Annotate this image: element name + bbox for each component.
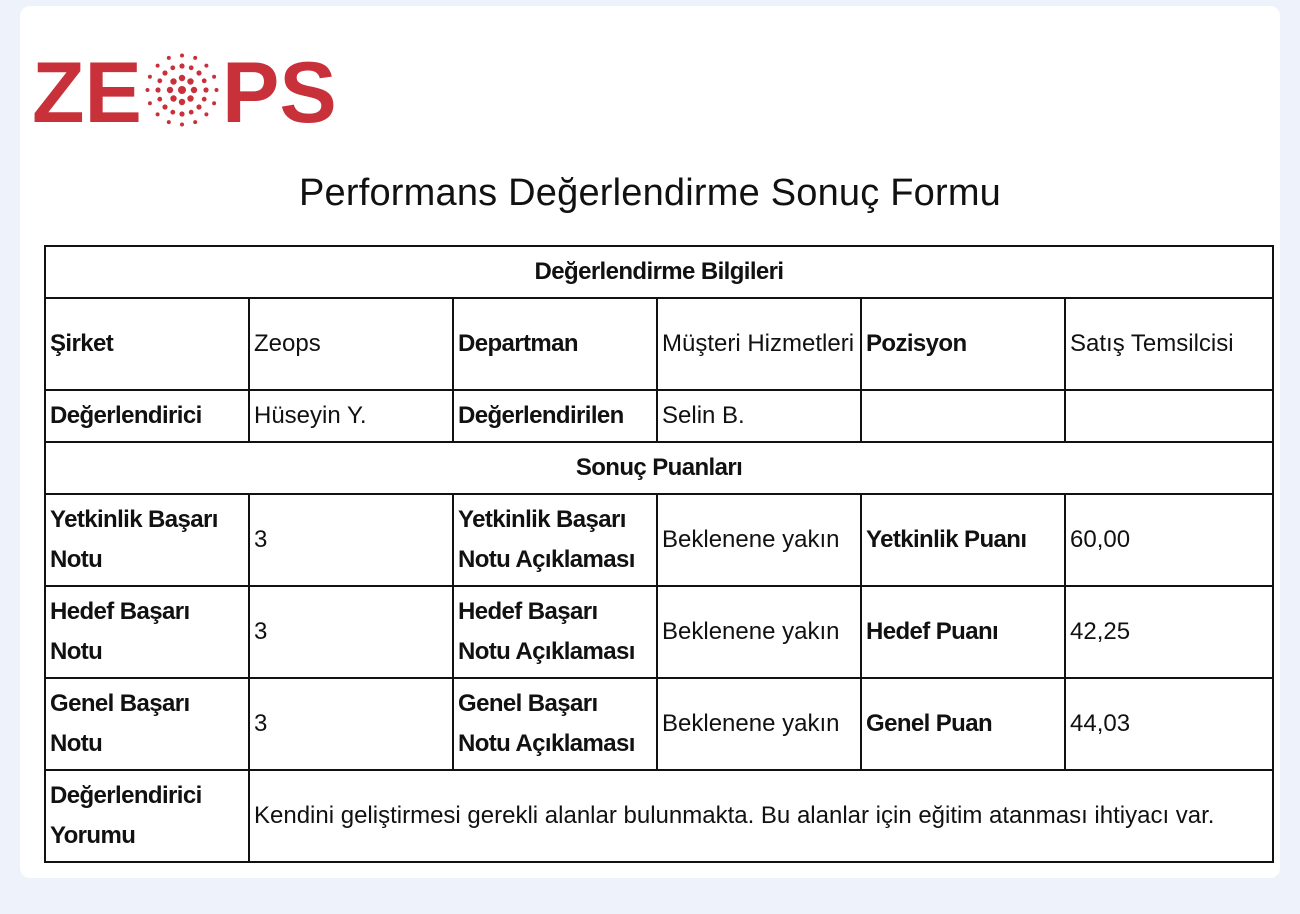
position-label: Pozisyon (861, 298, 1065, 390)
points-value: 44,03 (1065, 678, 1273, 770)
department-label: Departman (453, 298, 657, 390)
grade-value: 3 (249, 678, 453, 770)
grade-label: Yetkinlik Başarı Notu (45, 494, 249, 586)
points-label: Hedef Puanı (861, 586, 1065, 678)
zeops-logo (32, 52, 352, 128)
grade-label: Hedef Başarı Notu (45, 586, 249, 678)
points-label: Yetkinlik Puanı (861, 494, 1065, 586)
comment-text: Kendini geliştirmesi gerekli alanlar bulunmakta. Bu alanlar için eğitim atanması ihtiyacı var. (249, 770, 1273, 862)
grade-desc-label: Yetkinlik Başarı Notu Açıklaması (453, 494, 657, 586)
section-header-scores: Sonuç Puanları (45, 442, 1273, 494)
score-row-general (45, 678, 1273, 770)
grade-desc-label: Genel Başarı Notu Açıklaması (453, 678, 657, 770)
page-title: Performans Değerlendirme Sonuç Formu (298, 172, 1002, 214)
points-value: 60,00 (1065, 494, 1273, 586)
points-label: Genel Puan (861, 678, 1065, 770)
document-page (20, 6, 1280, 878)
position-value: Satış Temsilcisi (1065, 298, 1273, 390)
evaluatee-label: Değerlendirilen (453, 390, 657, 442)
svg-text:PS: PS (222, 52, 337, 128)
evaluator-value: Hüseyin Y. (249, 390, 453, 442)
company-label: Şirket (45, 298, 249, 390)
grade-desc-label: Hedef Başarı Notu Açıklaması (453, 586, 657, 678)
grade-value: 3 (249, 494, 453, 586)
empty-cell (861, 390, 1065, 442)
grade-desc-value: Beklenene yakın (657, 494, 861, 586)
score-row-competency (45, 494, 1273, 586)
grade-value: 3 (249, 586, 453, 678)
comment-label: Değerlendirici Yorumu (45, 770, 249, 862)
points-value: 42,25 (1065, 586, 1273, 678)
section-header-info: Değerlendirme Bilgileri (45, 246, 1273, 298)
grade-label: Genel Başarı Notu (45, 678, 249, 770)
logo-dots-o (146, 54, 219, 127)
evaluatee-value: Selin B. (657, 390, 861, 442)
grade-desc-value: Beklenene yakın (657, 586, 861, 678)
company-value: Zeops (249, 298, 453, 390)
score-row-target (45, 586, 1273, 678)
department-value: Müşteri Hizmetleri (657, 298, 861, 390)
svg-text:ZE: ZE (32, 52, 142, 128)
evaluator-label: Değerlendirici (45, 390, 249, 442)
empty-cell (1065, 390, 1273, 442)
evaluation-form-table (44, 245, 1274, 863)
grade-desc-value: Beklenene yakın (657, 678, 861, 770)
